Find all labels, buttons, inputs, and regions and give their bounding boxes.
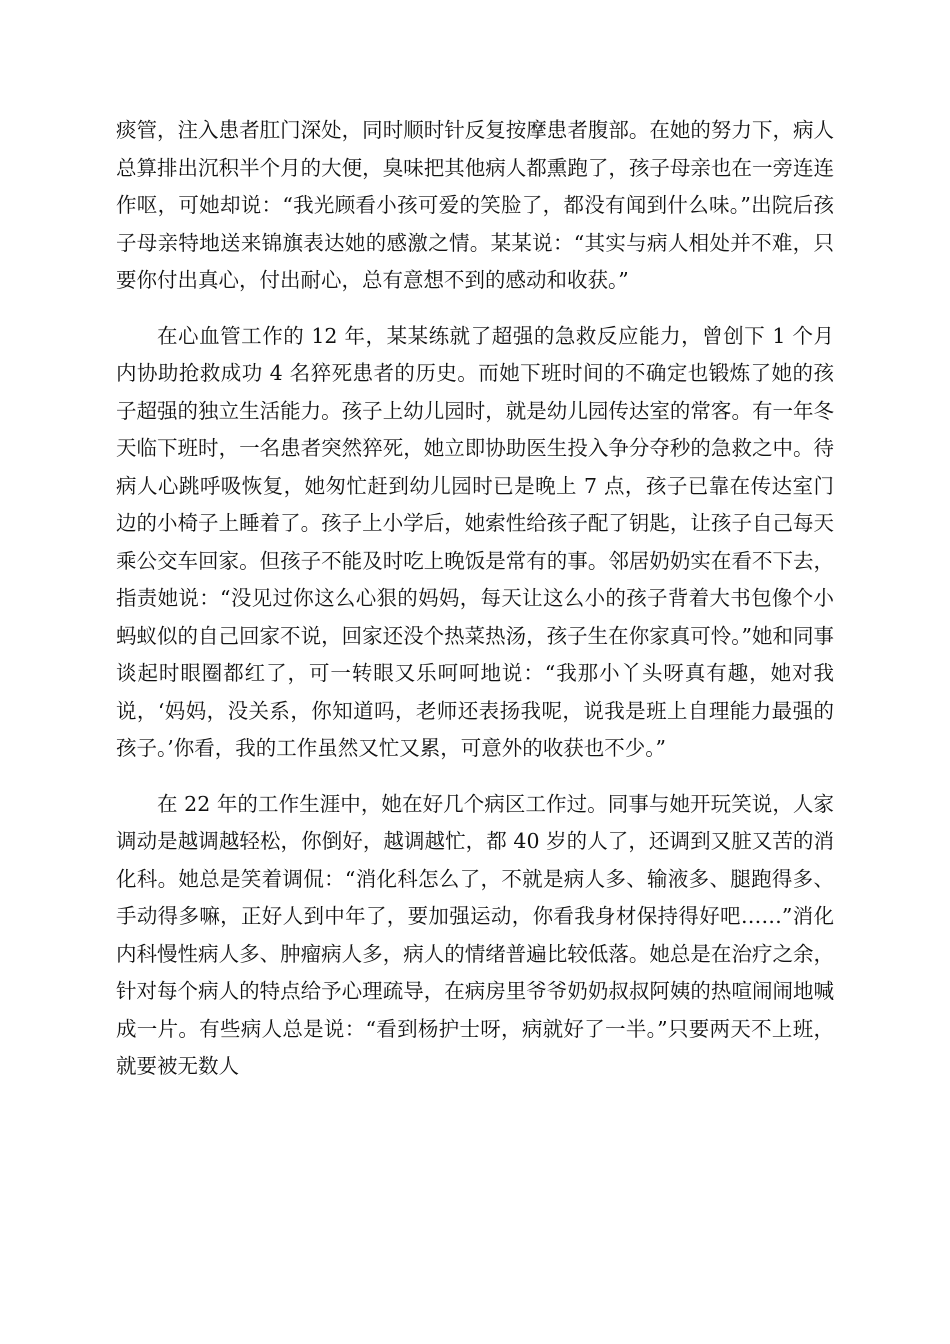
- paragraph-cardiology: 在心血管工作的 12 年，某某练就了超强的急救反应能力，曾创下 1 个月内协助抢救成功 4 名猝死患者的历史。而她下班时间的不确定也锻炼了她的孩子超强的独立生活能力。孩子上幼儿园时，就是幼儿园传达室的常客。有一年冬天临下班时，一名患者突然猝死，她立即协助医生投入争分夺秒的急救之中。待病人心跳呼吸恢复，她匆忙赶到幼儿园时已是晚上 7 点，孩子已靠在传达室门边的小椅子上睡着了。孩子上小学后，她索性给孩子配了钥匙，让孩子自己每天乘公交车回家。但孩子不能及时吃上晚饭是常有的事。邻居奶奶实在看不下去，指责她说：“没见过你这么心狠的妈妈，每天让这么小的孩子背着大书包像个小蚂蚁似的自己回家不说，回家还没个热菜热汤，孩子生在你家真可怜。”她和同事谈起时眼圈都红了，可一转眼又乐呵呵地说：“我那小丫头呀真有趣，她对我说，‘妈妈，没关系，你知道吗，老师还表扬我呢，说我是班上自理能力最强的孩子。’你看，我的工作虽然又忙又累，可意外的收获也不少。”: [116, 323, 834, 760]
- paragraph-continued: 痰管，注入患者肛门深处，同时顺时针反复按摩患者腹部。在她的努力下，病人总算排出沉积半个月的大便，臭味把其他病人都熏跑了，孩子母亲也在一旁连连作呕，可她却说：“我光顾看小孩可爱的笑脸了，都没有闻到什么味。”出院后孩子母亲特地送来锦旗表达她的感激之情。某某说：“其实与病人相处并不难，只要你付出真心，付出耐心，总有意想不到的感动和收获。”: [116, 118, 834, 292]
- paragraph-gastroenterology: 在 22 年的工作生涯中，她在好几个病区工作过。同事与她开玩笑说，人家调动是越调越轻松，你倒好，越调越忙，都 40 岁的人了，还调到又脏又苦的消化科。她总是笑着调侃：“消化科怎么了，不就是病人多、输液多、腿跑得多、手动得多嘛，正好人到中年了，要加强运动，你看我身材保持得好吧……”消化内科慢性病人多、肿瘤病人多，病人的情绪普遍比较低落。她总是在治疗之余，针对每个病人的特点给予心理疏导，在病房里爷爷奶奶叔叔阿姨的热喧闹闹地喊成一片。有些病人总是说：“看到杨护士呀，病就好了一半。”只要两天不上班，就要被无数人: [116, 791, 834, 1078]
- document-page: [116, 112, 834, 1104]
